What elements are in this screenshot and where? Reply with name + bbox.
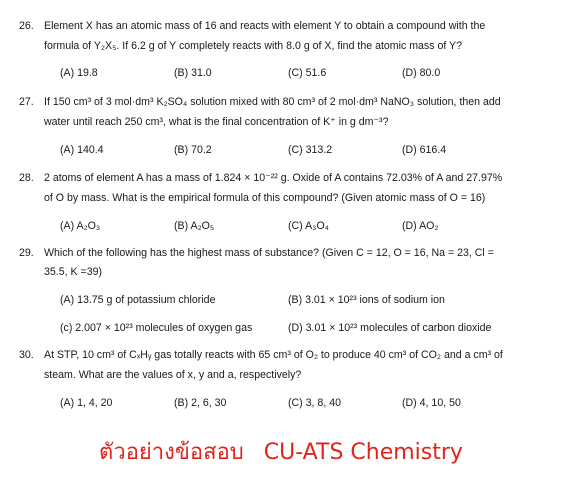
question-number: 26.	[19, 20, 34, 32]
question-number: 27.	[19, 96, 34, 108]
question-text-line: If 150 cm³ of 3 mol·dm³ K₂SO₄ solution mixed with 80 cm³ of 2 mol·dm³ NaNO₃ solution, then add	[44, 96, 501, 108]
option-c[interactable]: (c) 2.007 × 10²³ molecules of oxygen gas	[60, 322, 253, 334]
option-c[interactable]: (C) 51.6	[288, 67, 327, 79]
question-text-line: At STP, 10 cm³ of CₓHᵧ gas totally reacts with 65 cm³ of O₂ to produce 40 cm³ of CO₂ and a cm³ of	[44, 349, 503, 361]
footer-thai-text: ตัวอย่างข้อสอบ	[99, 440, 244, 465]
option-c[interactable]: (C) 3, 8, 40	[288, 397, 341, 409]
option-d[interactable]: (D) AO₂	[402, 220, 439, 232]
option-a[interactable]: (A) A₂O₃	[60, 220, 101, 232]
option-d[interactable]: (D) 616.4	[402, 144, 447, 156]
question-text-line: Element X has an atomic mass of 16 and reacts with element Y to obtain a compound with the	[44, 20, 486, 32]
option-a[interactable]: (A) 140.4	[60, 144, 104, 156]
option-a[interactable]: (A) 1, 4, 20	[60, 397, 113, 409]
option-c[interactable]: (C) 313.2	[288, 144, 333, 156]
option-b[interactable]: (B) 2, 6, 30	[174, 397, 227, 409]
option-b[interactable]: (B) 31.0	[174, 67, 212, 79]
option-c[interactable]: (C) A₃O₄	[288, 220, 330, 232]
option-d[interactable]: (D) 80.0	[402, 67, 441, 79]
footer-title	[0, 438, 562, 468]
footer-exam-name: CU-ATS Chemistry	[263, 440, 463, 465]
option-b[interactable]: (B) 3.01 × 10²³ ions of sodium ion	[288, 294, 445, 306]
option-a[interactable]: (A) 19.8	[60, 67, 98, 79]
option-d[interactable]: (D) 4, 10, 50	[402, 397, 461, 409]
option-d[interactable]: (D) 3.01 × 10²³ molecules of carbon dioxide	[288, 322, 492, 334]
question-text-line: formula of Y₂X₅. If 6.2 g of Y completely reacts with 8.0 g of X, find the atomic mass of Y?	[44, 40, 463, 52]
question-text-line: Which of the following has the highest mass of substance? (Given C = 12, O = 16, Na = 23, Cl =	[44, 247, 494, 259]
question-number: 30.	[19, 349, 34, 361]
question-text-line: of O by mass. What is the empirical formula of this compound? (Given atomic mass of O = 16)	[44, 192, 486, 204]
option-b[interactable]: (B) A₂O₅	[174, 220, 215, 232]
question-text-line: water until reach 250 cm³, what is the final concentration of K⁺ in g dm⁻³?	[44, 116, 389, 128]
option-b[interactable]: (B) 70.2	[174, 144, 212, 156]
question-text-line: 35.5, K =39)	[44, 266, 103, 278]
question-number: 28.	[19, 172, 34, 184]
question-text-line: steam. What are the values of x, y and a, respectively?	[44, 369, 302, 381]
question-text-line: 2 atoms of element A has a mass of 1.824 × 10⁻²² g. Oxide of A contains 72.03% of A and 27.97%	[44, 172, 503, 184]
question-number: 29.	[19, 247, 34, 259]
option-a[interactable]: (A) 13.75 g of potassium chloride	[60, 294, 216, 306]
